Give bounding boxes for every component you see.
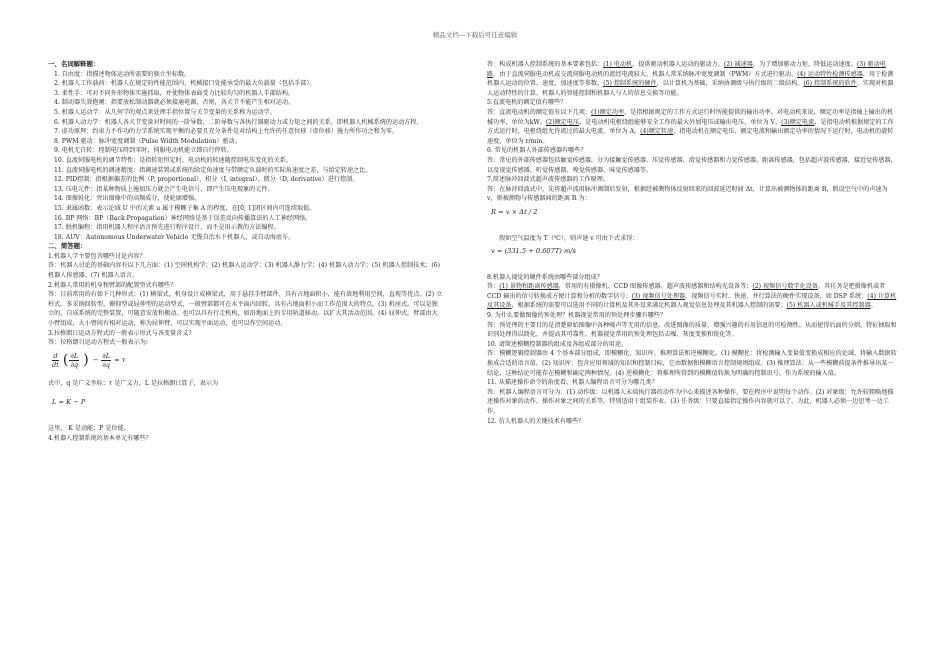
term-item: 9. 电机无自转：控制电压降到零时，伺服电动机能立即自行停转。	[54, 147, 233, 155]
section-title-definitions: 一、名词解释题：	[48, 60, 100, 68]
term-item: 13. 压电元件：指某种物质上施加压力就会产生电信号，即产生压电现象的元件。	[54, 185, 274, 193]
term-item: 4. 制动器失效抱闸：指要放松制动器就必须接通电源，否则，各关节不能产生相对运动。	[54, 99, 295, 107]
question-12: 12. 仿人机器人的关键技术有哪些？	[487, 417, 585, 425]
left-column	[48, 60, 443, 443]
question-7: 7.简述脉冲回波式超声波传感器的工作原理。	[487, 176, 610, 184]
term-item: 18. AUV：Autonomous Underwater Vehicle 无缆自治水下机器人，或自动海底车。	[54, 233, 295, 241]
term-item: 14. 图像锐化：突出图像中的高频成分，使轮廓增强。	[54, 195, 201, 203]
term-item: 8. PWM 驱动：脉冲宽度调制（Pulse Width Modulation）驱动。	[54, 137, 241, 145]
lagrange-explanation: 式中，q 是广义坐标；τ 是广义力，L 是拉格朗日算子，表示为	[48, 379, 219, 387]
lagrange-d-dt: $\frac{d}{dt}$	[52, 351, 59, 369]
question-2: 2.机器人常用的机身和臂部的配置型式有哪些？	[48, 281, 177, 289]
question-8: 8.机器人视觉的硬件系统由哪些部分组成？	[487, 273, 603, 281]
lagrange-dl-dqdot: $\frac{\partial L}{\partial q̇}$	[70, 351, 79, 369]
lagrange-dl-dq: $\frac{\partial L}{\partial q}$	[102, 351, 111, 369]
page-header: 精品文档---下载后可任意编辑	[432, 31, 518, 39]
term-item: 15. 隶属函数：表示论域 U 中的元素 u 属于模糊子集 A 的程度，在[0, 1]闭区间内可连续取值。	[54, 204, 316, 212]
question-9: 9. 为什么要做图像的预处理？机器视觉常用的预处理步骤有哪些？	[487, 312, 666, 320]
question-4: 4.机器人控制系统的基本单元有哪些？	[48, 434, 152, 442]
answer-6: 答：常见的外部传感器包括触觉传感器，分为接触觉传感器、压觉传感器、滑觉传感器和力觉传感器。距离传感器，包括超声波传感器，接近觉传感器，以及视觉传感器、听觉传感器、嗅觉传感器、味觉传感器等。	[487, 156, 897, 174]
speed-of-sound-formula: v = (331.5 + 0.607T) m/s	[491, 247, 576, 256]
answer-9: 答：预处理的主要目的是清楚原始图像中各种噪声等无用的信息，改进图像的质量，增强兴趣的有用信息的可检测性。从而使得后面的分割、特征抽取和识别处理得以简化，并提高其可靠性。机器视觉常用的预处理包括去噪、灰度变换和锐化等。	[487, 321, 897, 339]
right-column	[487, 60, 897, 426]
answer-5: 答：直流电动机的额定值有以下几项：(1)额定功率，是指根据规定的工作方式运行时所能提供的输出功率。对电动机来说，额定功率是指轴上输出的机械功率，单位为kW。(2)额定电压，是电动机电枢绕组能够安全工作的最大外加电压或输出电压，单位为 V。(3)额定电流，是指电动机根据规定的工作方式运行时，电枢绕组允许流过的最大电流，单位为 A。(4)额定转速，指电动机在额定电压、额定电流和输出额定功率的情况下运行时，电动机的旋转速度，单位为 r/min。	[487, 108, 894, 145]
answer-11: 答：机器人编程语言可分为：(1) 动作级：以机器人末端执行器的动作为中心来描述各种操作，要在程序中说明每个动作。(2) 对象级：允许较粗略地描述操作对象的动作、操作对象之间的关系等。特别适用于组装作业。(3) 任务级：只要直接指定操作内容就可以了，为此，机器人必须一边思考一边工作。	[487, 388, 894, 415]
term-item: 1. 自由度：指描述物体运动所需要的独立坐标数。	[54, 70, 191, 78]
question-11: 11. 从描述操作命令的角度看，机器人编程语言可分为哪几类？	[487, 379, 658, 387]
term-item: 10. 直流伺服电机的调节特性：是指转矩恒定时，电动机的转速随控制电压变化的关系。	[54, 156, 292, 164]
question-10: 10. 请简述模糊控制器的组成及各组成部分的用途。	[487, 340, 628, 348]
answer-7-speed-note: 假如空气温度为 T（℃），则声速 v 可由下式求得：	[499, 234, 639, 242]
term-item: 2. 机器人工作载荷：机器人在规定的性能范围内，机械接口处能承受的最大负载量（包括手部）。	[54, 80, 316, 88]
question-6: 6. 常见的机器人外部传感器有哪些？	[487, 147, 587, 155]
question-1: 1.机器人学主要包含哪些讨论内容？	[48, 252, 146, 260]
distance-formula: R = v × Δt / 2	[491, 207, 538, 216]
answer-2: 答：目前常用的有如下几种形式：(1) 横梁式。机身设计成横梁式，用于悬挂手臂部件，具有占地面积小，能有效地利用空间，直观等优点。(2) 立柱式。多采纳回转型、俯仰型或屈伸型的运动型式，一般臂部都可在水平面内回转，具有占地面积小而工作范围大的特点。(3) 机座式。可以是独立的、自成系统的完整装置，可随意安放和搬动。也可以具有行走机构，如沿地面上的专用轨道移动，以扩大其活动范围。(4) 屈伸式。臂部由大小臂组成，大小臂间有相对运动，称为屈伸臂，可以实现平面运动，也可以作空间运动。	[48, 291, 443, 328]
term-item: 7. 虚功原理：约束力不作功的力学系统实现平衡的必要且充分条件是对结构上允许的任意位移（虚位移）施力所作功之和为零。	[54, 128, 399, 136]
term-item: 5. 机器人运动学：从几何学的观点来处理手指位置与关节变量的关系称为运动学。	[54, 108, 276, 116]
term-item: 16. BP 网络：BP（Back Propagation）神经网络是基于误差反向传播算法的人工神经网络。	[54, 214, 312, 222]
term-item: 11. 直流伺服电机的调速精度：指调速装置或系统的给定角速度与带额定负载时的实际角速度之差，与给定转速之比。	[54, 166, 372, 174]
answer-7: 答：在脉冲回波式中，先将超声波用脉冲调制后发射，根据经被测物体反射回来的回波延迟时间 Δt，计算出被测物体的距离 R，假设空气中的声速为 v，则被测物与传感器间的距离 R 为：	[487, 185, 888, 203]
lagrangian-explanation: 这里， K 是动能；P 是位能。	[48, 425, 130, 432]
lagrange-equation: $\frac{d}{dt}$ ( $\frac{\partial L}{\partial q̇}$ ) − $\frac{\partial L}{\partial q}$ = τ	[52, 351, 126, 369]
answer-4: 答：构成机器人控制系统的基本要素包括：(1) 电动机，提供驱动机器人运动的驱动力。(2) 减速器，为了增加驱动力矩，降低运动速度。(3) 驱动电路，由于直流伺服电动机或交流伺服电动机的流经电流较大，机器人常采纳脉冲宽度调制（PWM）方式进行驱动。(4) 运动特性检测传感器，用于检测机器人运动的位置、速度、加速度等参数。(5) 控制系统的硬件，以计算机为基础，采纳协调级与执行级的二级结构。(6) 控制系统的软件，实现对机器人运动特性的计算、机器人的智能控制和机器人与人的信息交换等功能。	[487, 61, 894, 97]
answer-8: 答：(1) 景物和距离传感器，常用的有摄像机、CCD 图像传感器、超声波传感器和结构光设备等；(2) 视频信号数字化设备，其任务是把摄像机或者 CCD 输出的信号转换成方便计算和分析的数字信号；(3) 视频信号处理器，视频信号实时、快速、并行算法的硬件实现设备，如 DSP 系统；(4) 计算机及其设备，根据系统的需要可以选用不同的计算机及其外设来满足机器人视觉信息处理及其机器人控制的需要；(5) 机器人或机械手及其控制器。	[487, 283, 897, 310]
term-list	[48, 70, 443, 243]
answer-10: 答：模糊逻辑控制器由 4 个基本部分组成，即模糊化、知识库、推理算法和逆模糊化。(1) 模糊化：将检测输入变量值变换成相应的论域，将输入数据转换成合适的语言值。(2) 知识库：包含应用领域的知识和控制目标，它由数据和模糊语言控制规则组成。(3) 推理算法：从一些模糊前提条件推导出某一结论，这种结论可能存在模糊和确定两种情况。(4) 逆模糊化：将推理所得到的模糊值转换为明确的控制讯号，作为系统的输入值。	[487, 350, 897, 377]
section-title-short-answers: 二、简答题：	[48, 242, 87, 251]
answer-3: 答：拉格朗日运动方程式一般表示为:	[48, 339, 148, 347]
question-5: 5.直流电机的额定值有哪些？	[487, 99, 567, 107]
term-item: 6. 机器人动力学：机器人各关节变量对时间的一阶导数、二阶导数与各执行器驱动力或力矩之间的关系，即机器人机械系统的运动方程。	[54, 118, 423, 126]
question-3: 3.拉格朗日运动方程式的一般表示形式与各变量含义？	[48, 329, 195, 337]
answer-1: 答：机器人讨论的基础内容有以下几方面：(1) 空间机构学；(2) 机器人运动学；(3) 机器人静力学；(4) 机器人动力学；(5) 机器人控制技术；(6) 机器人传感器；(7) 机器人语言。	[48, 262, 441, 280]
lagrangian-definition: L = K − P	[52, 398, 86, 407]
term-item: 17. 脱机编程：指用机器人程序语言预先进行程序设计，而不是用示教的方法编程。	[54, 224, 280, 232]
term-item: 12. PID控制：指根据偏差的比例（P, proportional）、积分（I, integral）、微分（D, derivative）进行控制。	[54, 176, 359, 184]
term-item: 3. 柔性手：可对不同外形物体实施抓取，并使物体表面受力比较均匀的机器人手部结构。	[54, 89, 295, 97]
